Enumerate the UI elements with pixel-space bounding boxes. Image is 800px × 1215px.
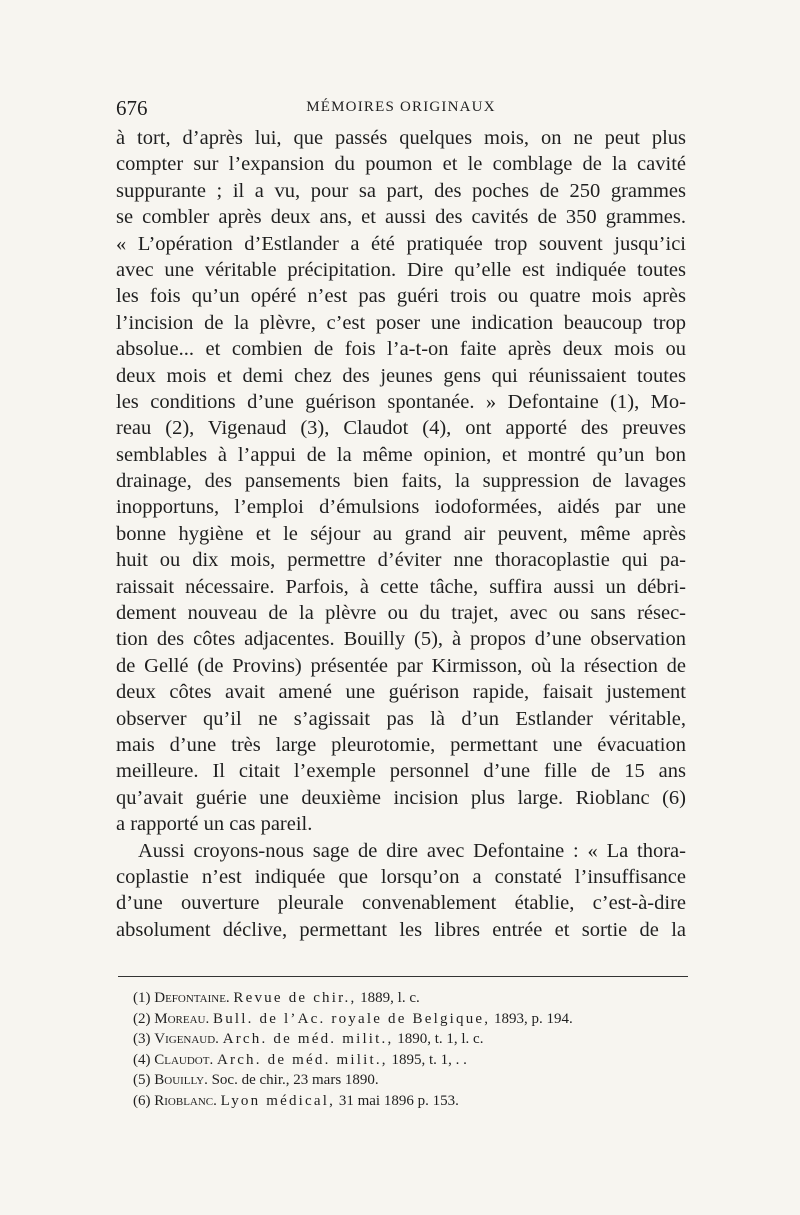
footnote xyxy=(133,1050,673,1071)
footnote-reference: 1889, l. c. xyxy=(360,990,420,1006)
text-line: les fois qu’un opéré n’est pas guéri trois ou quatre mois après xyxy=(116,285,686,308)
page-header xyxy=(116,96,686,126)
footnote-number: (3) xyxy=(133,1031,151,1048)
text-line: a rapporté un cas pareil. xyxy=(116,813,313,836)
footnote-number: (4) xyxy=(133,1051,151,1068)
footnote-author: Vigenaud. xyxy=(154,1031,219,1048)
text-line: deux côtes avait amené une guérison rapide, faisait justement xyxy=(116,681,686,704)
text-line: les conditions d’une guérison spontanée. » Defontaine (1), Mo- xyxy=(116,390,686,413)
footnote-title: Lyon médical, xyxy=(220,1092,336,1109)
text-line: se combler après deux ans, et aussi des cavités de 350 grammes. xyxy=(116,206,686,229)
footnote-title: Bull. de l’Ac. royale de Belgique, xyxy=(212,1010,491,1027)
text-line: mais d’une très large pleurotomie, permettant une évacuation xyxy=(116,733,686,756)
text-line: huit ou dix mois, permettre d’éviter nne thoracoplastie qui pa- xyxy=(116,549,686,572)
text-line: dement nouveau de la plèvre ou du trajet, avec ou sans résec- xyxy=(116,602,686,625)
text-line: drainage, des pansements bien faits, la suppression de lavages xyxy=(116,470,686,493)
text-line: compter sur l’expansion du poumon et le comblage de la cavité xyxy=(116,153,686,176)
text-line: absolument déclive, permettant les libres entrée et sortie de la xyxy=(116,918,686,941)
text-line: avec une véritable précipitation. Dire qu’elle est indiquée toutes xyxy=(116,258,686,281)
text-line: suppurante ; il a vu, pour sa part, des poches de 250 grammes xyxy=(116,179,686,202)
footnote-reference: 23 mars 1890. xyxy=(293,1072,379,1089)
text-line: observer qu’il ne s’agissait pas là d’un Estlander véritable, xyxy=(116,707,686,730)
footnote xyxy=(133,1070,673,1091)
text-line: qu’avait guérie une deuxième incision plus large. Rioblanc (6) xyxy=(116,786,686,809)
footnote-number: (6) xyxy=(133,1092,151,1109)
footnote xyxy=(133,1091,673,1112)
text-line: deux mois et demi chez des jeunes gens qui réunissaient toutes xyxy=(116,364,686,387)
footnote-author: Claudot. xyxy=(154,1051,214,1068)
footnotes xyxy=(133,988,673,1112)
text-line: bonne hygiène et le séjour au grand air peuvent, même après xyxy=(116,522,686,545)
footnote-reference: 31 mai 1896 p. 153. xyxy=(338,1092,459,1109)
footnote-author: Rioblanc. xyxy=(154,1092,217,1109)
text-line: absolue... et combien de fois l’a-t-on faite après deux mois ou xyxy=(116,338,686,361)
footnote-author: Moreau. xyxy=(154,1010,210,1027)
footnote xyxy=(133,1009,673,1030)
footnote-title: Soc. de chir., xyxy=(211,1072,290,1089)
text-line: reau (2), Vigenaud (3), Claudot (4), ont apporté des preuves xyxy=(116,417,686,440)
footnote-title: Arch. de méd. milit., xyxy=(216,1051,388,1068)
footnote-reference: 1895, t. 1, . . xyxy=(391,1051,467,1068)
text-line: « L’opération d’Estlander a été pratiquée trop souvent jusqu’ici xyxy=(116,232,686,255)
footnote-reference: 1890, t. 1, l. c. xyxy=(397,1031,484,1048)
running-head: MÉMOIRES ORIGINAUX xyxy=(306,99,496,115)
footnote-reference: 1893, p. 194. xyxy=(493,1010,573,1027)
text-line: Aussi croyons-nous sage de dire avec Defontaine : « La thora- xyxy=(138,839,686,862)
text-line: inopportuns, l’emploi d’émulsions iodoformées, aidés par une xyxy=(116,496,686,519)
text-line: tion des côtes adjacentes. Bouilly (5), à propos d’une observation xyxy=(116,628,686,651)
footnote xyxy=(133,988,673,1009)
footnote-title: Revue de chir., xyxy=(233,990,357,1006)
text-line: de Gellé (de Provins) présentée par Kirmisson, où la résection de xyxy=(116,654,686,677)
footnote-number: (5) xyxy=(133,1072,151,1089)
body-text xyxy=(116,125,686,943)
footnote xyxy=(133,1029,673,1050)
text-line: à tort, d’après lui, que passés quelques mois, on ne peut plus xyxy=(116,127,686,149)
footnote-number: (2) xyxy=(133,1010,151,1027)
text-line: coplastie n’est indiquée que lorsqu’on a constaté l’insuffisance xyxy=(116,865,686,888)
text-line: l’incision de la plèvre, c’est poser une indication beaucoup trop xyxy=(116,311,686,334)
text-line: raissait nécessaire. Parfois, à cette tâche, suffira aussi un débri- xyxy=(116,575,686,598)
footnote-number: (1) xyxy=(133,990,151,1006)
footnote-rule xyxy=(118,976,688,977)
text-line: semblables à l’appui de la même opinion, et montré qu’un bon xyxy=(116,443,686,466)
footnote-author: Bouilly. xyxy=(154,1072,208,1089)
text-line: meilleure. Il citait l’exemple personnel d’une fille de 15 ans xyxy=(116,760,686,783)
page-number: 676 xyxy=(116,96,148,120)
footnote-author: Defontaine. xyxy=(154,990,230,1006)
text-line: d’une ouverture pleurale convenablement établie, c’est-à-dire xyxy=(116,892,686,915)
footnote-title: Arch. de méd. milit., xyxy=(222,1031,394,1048)
